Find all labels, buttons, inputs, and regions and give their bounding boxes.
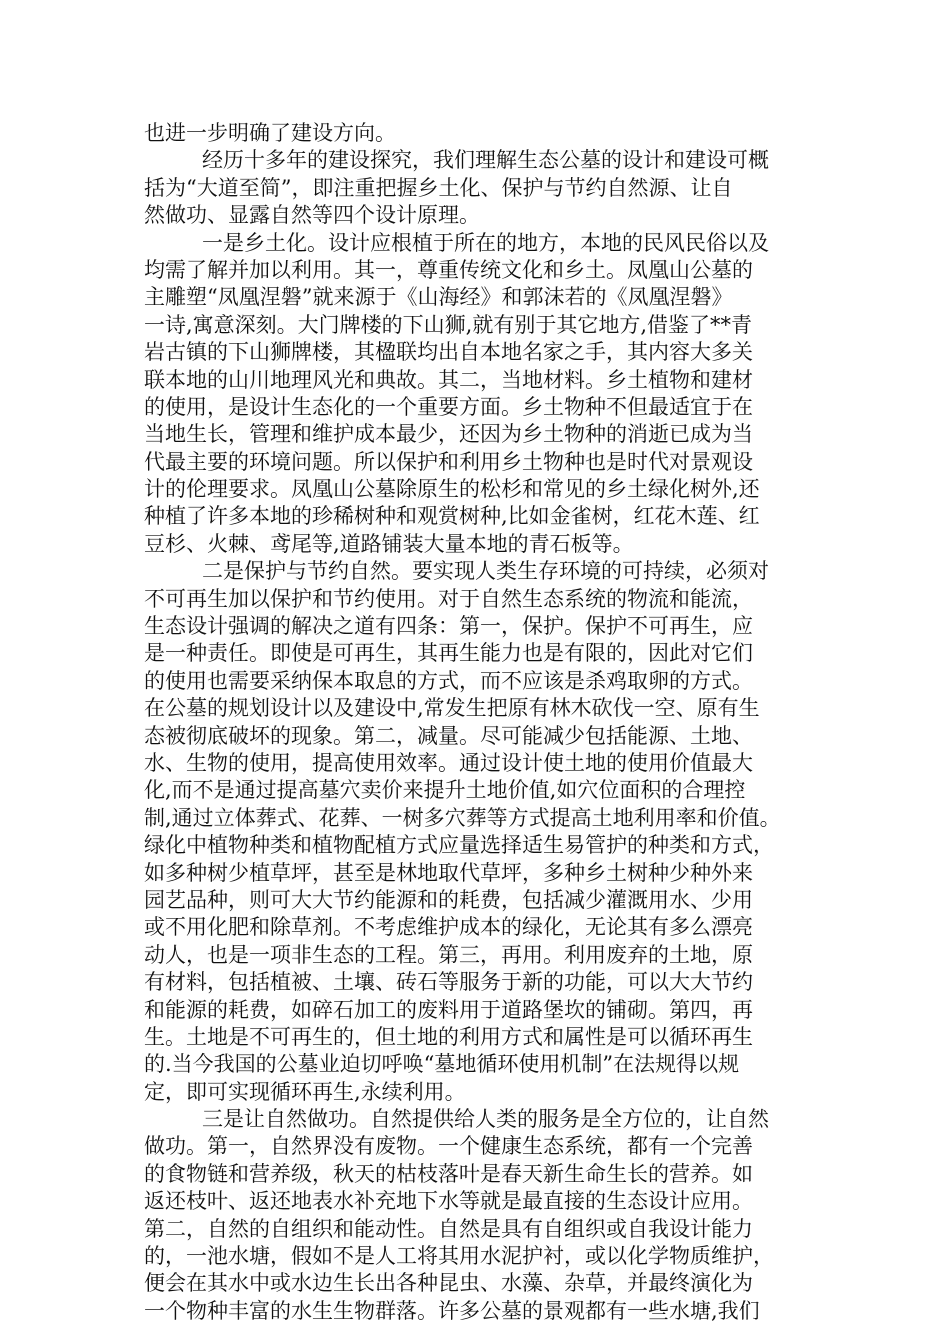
text-line: 的使用也需要采纳保本取息的方式，而不应该是杀鸡取卵的方式。 (144, 668, 753, 693)
text-line: 联本地的山川地理风光和典故。其二，当地材料。乡土植物和建材 (144, 367, 753, 392)
text-line: 如多种树少植草坪，甚至是林地取代草坪，多种乡土树种少种外来 (144, 860, 753, 885)
text-line: 岩古镇的下山狮牌楼，其楹联均出自本地名家之手，其内容大多关 (144, 340, 753, 365)
text-line: 水、生物的使用，提高使用效率。通过设计使土地的使用价值最大 (144, 750, 753, 775)
text-line: 和能源的耗费，如碎石加工的废料用于道路堡坎的铺砌。第四，再 (144, 997, 753, 1022)
text-line: 是一种责任。即使是可再生，其再生能力也是有限的，因此对它们 (144, 641, 753, 666)
text-line: 化,而不是通过提高墓穴卖价来提升土地价值,如穴位面积的合理控 (144, 778, 746, 803)
text-line: 计的伦理要求。凤凰山公墓除原生的松杉和常见的乡土绿化树外,还 (144, 477, 760, 502)
text-line: 有材料，包括植被、土壤、砖石等服务于新的功能，可以大大节约 (144, 970, 753, 995)
text-line: 园艺品种，则可大大节约能源和的耗费，包括减少灌溉用水、少用 (144, 887, 753, 912)
text-line: 第二，自然的自组织和能动性。自然是具有自组织或自我设计能力 (144, 1216, 753, 1241)
paragraph-first-line: 二是保护与节约自然。要实现人类生存环境的可持续，必须对 (202, 559, 769, 584)
text-line: 豆杉、火棘、鸢尾等,道路铺装大量本地的青石板等。 (144, 531, 634, 556)
paragraph-first-line: 三是让自然做功。自然提供给人类的服务是全方位的，让自然 (202, 1107, 769, 1132)
text-line: 返还枝叶、返还地表水补充地下水等就是最直接的生态设计应用。 (144, 1189, 753, 1214)
text-line: 在公墓的规划设计以及建设中,常发生把原有林木砍伐一空、原有生 (144, 696, 760, 721)
text-line: 括为“大道至简”，即注重把握乡土化、保护与节约自然源、让自 (144, 175, 733, 200)
text-line: 或不用化肥和除草剂。不考虑维护成本的绿化，无论其有多么漂亮 (144, 915, 753, 940)
text-line: 的.当今我国的公墓业迫切呼唤“墓地循环使用机制”在法规得以规 (144, 1052, 740, 1077)
paragraph-first-line: 经历十多年的建设探究，我们理解生态公墓的设计和建设可概 (202, 148, 769, 173)
text-line: 做功。第一，自然界没有废物。一个健康生态系统，都有一个完善 (144, 1134, 753, 1159)
text-line: 制,通过立体葬式、花葬、一树多穴葬等方式提高土地利用率和价值。 (144, 805, 781, 830)
text-line: 的使用，是设计生态化的一个重要方面。乡土物种不但最适宜于在 (144, 394, 753, 419)
text-line: 动人，也是一项非生态的工程。第三，再用。利用废弃的土地，原 (144, 942, 753, 967)
text-line: 绿化中植物种类和植物配植方式应量选择适生易管护的种类和方式， (144, 833, 774, 858)
text-line: 便会在其水中或水边生长出各种昆虫、水藻、杂草，并最终演化为 (144, 1271, 753, 1296)
text-line: 一个物种丰富的水生生物群落。许多公墓的景观都有一些水塘,我们 (144, 1298, 760, 1323)
text-line: 均需了解并加以利用。其一，尊重传统文化和乡土。凤凰山公墓的 (144, 257, 753, 282)
text-line: 定，即可实现循环再生,永续利用。 (144, 1079, 466, 1104)
text-line: 然做功、显露自然等四个设计原理。 (144, 203, 480, 228)
text-line: 一诗,寓意深刻。大门牌楼的下山狮,就有别于其它地方,借鉴了**青 (144, 312, 753, 337)
text-line: 不可再生加以保护和节约使用。对于自然生态系统的物流和能流， (144, 586, 753, 611)
text-line: 的，一池水塘，假如不是人工将其用水泥护衬，或以化学物质维护， (144, 1244, 774, 1269)
text-line: 主雕塑“凤凰涅磐”就来源于《山海经》和郭沫若的《凤凰涅磐》 (144, 285, 733, 310)
text-line: 当地生长，管理和维护成本最少，还因为乡土物种的消逝已成为当 (144, 422, 753, 447)
paragraph-first-line: 一是乡土化。设计应根植于所在的地方，本地的民风民俗以及 (202, 230, 769, 255)
text-line: 种植了许多本地的珍稀树种和观赏树种,比如金雀树，红花木莲、红 (144, 504, 760, 529)
text-line: 的食物链和营养级，秋天的枯枝落叶是春天新生命生长的营养。如 (144, 1161, 753, 1186)
text-line: 态被彻底破坏的现象。第二，减量。尽可能减少包括能源、土地、 (144, 723, 753, 748)
text-line: 生态设计强调的解决之道有四条：第一，保护。保护不可再生，应 (144, 614, 753, 639)
text-line: 代最主要的环境问题。所以保护和利用乡土物种也是时代对景观设 (144, 449, 753, 474)
text-line: 生。土地是不可再生的，但土地的利用方式和属性是可以循环再生 (144, 1024, 753, 1049)
body-text (144, 120, 834, 1325)
text-line: 也进一步明确了建设方向。 (144, 121, 396, 145)
